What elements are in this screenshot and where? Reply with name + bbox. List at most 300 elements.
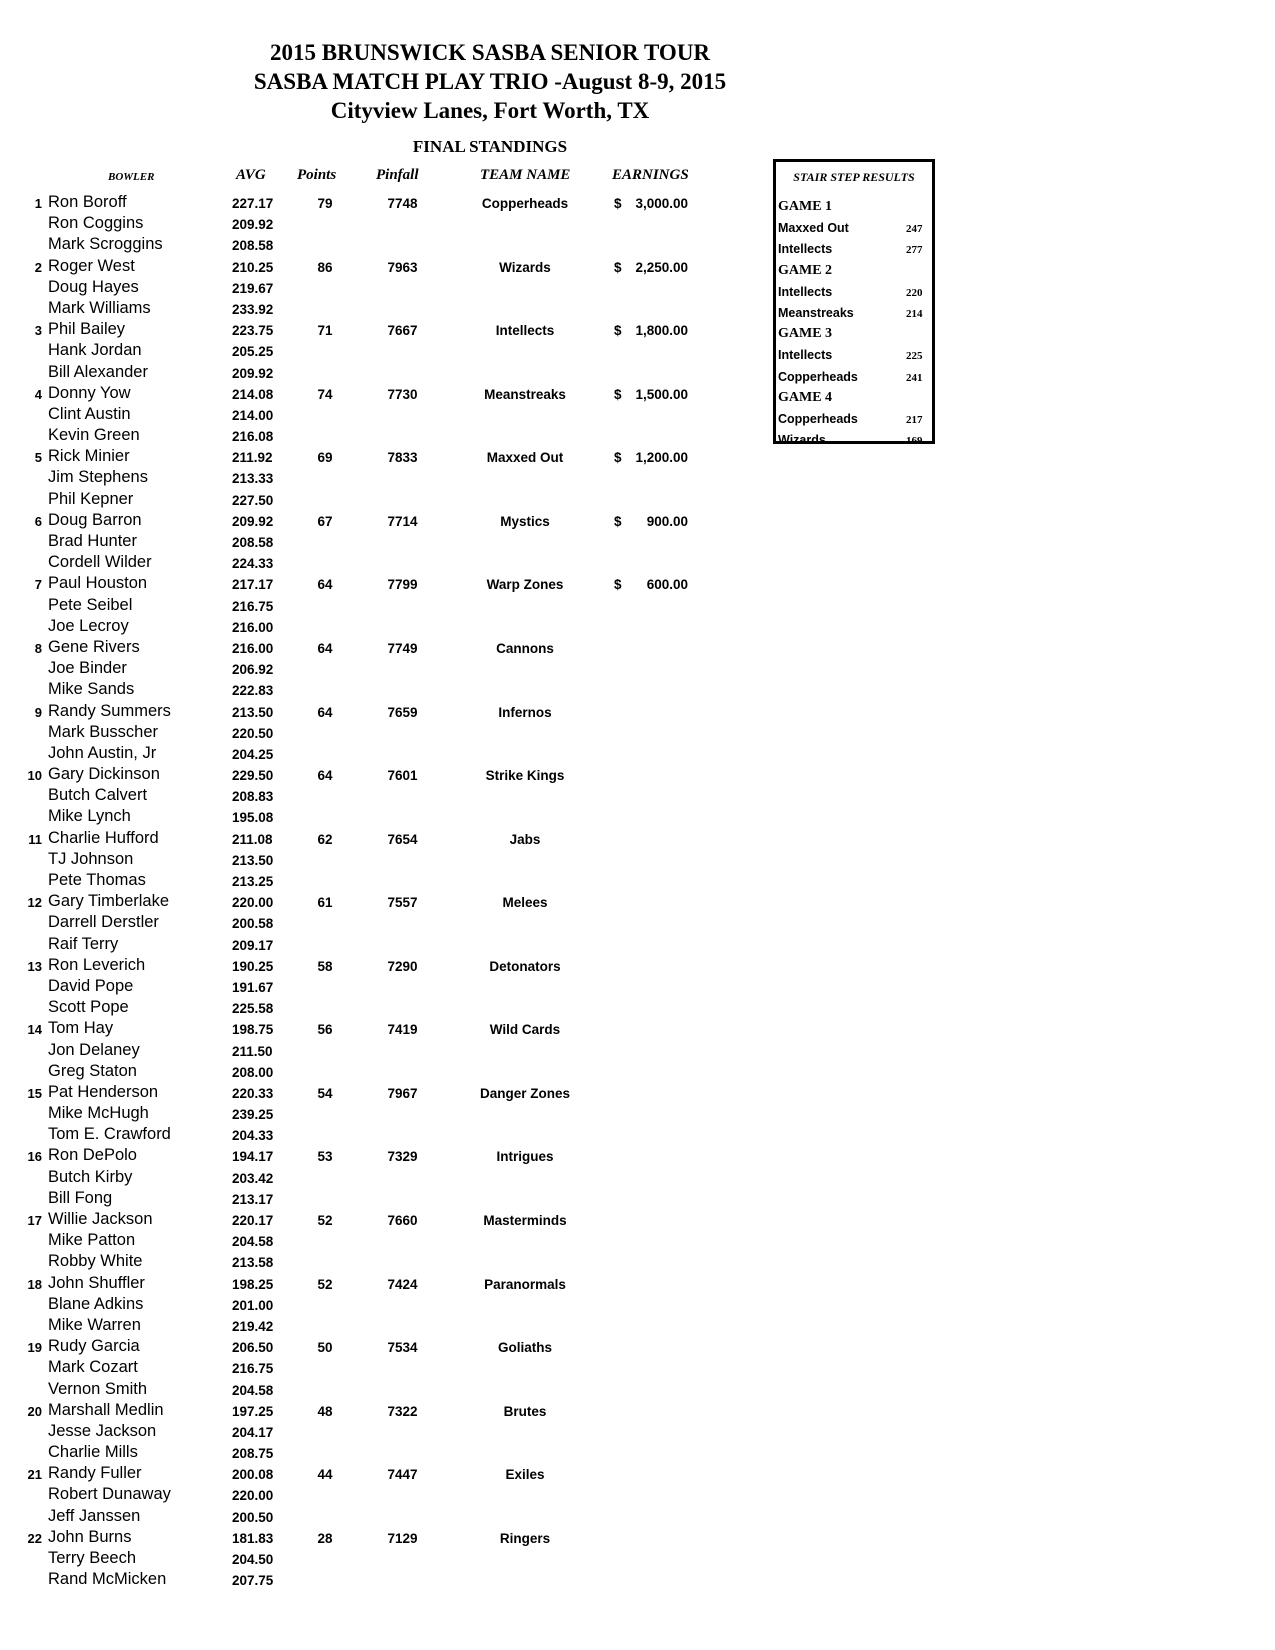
team-pinfall: 7290 — [387, 958, 418, 974]
stair-team-score: 217 — [906, 413, 923, 426]
bowler-name: Phil Kepner — [48, 489, 134, 508]
bowler-average: 211.50 — [232, 1043, 273, 1059]
bowler-average: 209.92 — [232, 217, 274, 233]
bowler-average: 214.08 — [232, 386, 274, 402]
team-rank: 20 — [27, 1403, 42, 1419]
bowler-name: Tom Hay — [48, 1019, 114, 1038]
team-rank: 1 — [34, 196, 42, 211]
team-pinfall: 7322 — [387, 1403, 418, 1419]
bowler-name: TJ Johnson — [48, 849, 134, 868]
team-rank: 9 — [34, 704, 42, 720]
bowler-average: 220.00 — [232, 1488, 274, 1504]
bowler-average: 227.50 — [232, 492, 274, 508]
bowler-average: 208.75 — [232, 1446, 274, 1462]
stair-team-name: Wizards — [778, 433, 826, 448]
team-name: Detonators — [489, 958, 561, 974]
bowler-name: Willie Jackson — [48, 1210, 153, 1228]
team-pinfall: 7714 — [387, 513, 418, 529]
bowler-average: 209.92 — [232, 513, 274, 529]
bowler-name: John Shuffler — [48, 1273, 145, 1292]
bowler-average: 220.17 — [232, 1213, 274, 1228]
table-row — [0, 193, 760, 214]
title-line-2: SASBA MATCH PLAY TRIO -August 8-9, 2015 — [253, 69, 727, 94]
table-row — [0, 1316, 760, 1337]
team-earnings: 900.00 — [646, 513, 688, 529]
bowler-average: 211.08 — [232, 831, 273, 847]
bowler-name: Robby White — [48, 1252, 143, 1271]
table-row — [0, 1062, 760, 1083]
bowler-name: Scott Pope — [48, 998, 129, 1017]
stair-result-row — [778, 217, 932, 238]
team-points: 52 — [317, 1213, 333, 1228]
stair-team-name: Intellects — [778, 348, 833, 363]
bowler-name: Charlie Hufford — [48, 828, 159, 847]
header-avg: AVG — [236, 167, 266, 183]
stair-result-row — [778, 281, 932, 302]
bowler-name: Terry Beech — [48, 1549, 137, 1567]
table-row — [0, 1019, 760, 1040]
stair-result-row — [778, 366, 932, 387]
team-pinfall: 7601 — [387, 768, 418, 784]
team-points: 67 — [317, 513, 333, 529]
team-points: 69 — [317, 450, 333, 466]
bowler-name: Mark Busscher — [48, 722, 159, 741]
team-points: 56 — [317, 1022, 333, 1038]
table-row — [0, 765, 760, 786]
bowler-average: 233.92 — [232, 301, 274, 317]
table-row — [0, 680, 760, 701]
bowler-name: Phil Bailey — [48, 320, 126, 339]
bowler-average: 213.50 — [232, 704, 274, 720]
bowler-name: Pete Seibel — [48, 595, 133, 614]
header-pinfall: Pinfall — [376, 167, 419, 183]
bowler-name: Randy Summers — [48, 701, 171, 720]
stair-game-row — [778, 260, 932, 281]
bowler-average: 210.25 — [232, 259, 274, 275]
bowler-name: Rudy Garcia — [48, 1337, 140, 1356]
bowler-name: Pat Henderson — [48, 1082, 159, 1101]
bowler-average: 213.50 — [232, 852, 274, 868]
team-pinfall: 7129 — [387, 1530, 418, 1546]
bowler-name: Bill Alexander — [48, 362, 148, 381]
bowler-average: 197.25 — [232, 1403, 274, 1419]
table-row — [0, 1104, 760, 1125]
table-row — [0, 1464, 760, 1485]
bowler-name: Paul Houston — [48, 574, 148, 593]
bowler-name: Hank Jordan — [48, 341, 142, 360]
team-rank: 7 — [34, 577, 42, 593]
table-row — [0, 850, 760, 871]
bowler-average: 206.92 — [232, 662, 274, 678]
bowler-name: Mike Lynch — [48, 807, 131, 826]
bowler-name: Gene Rivers — [48, 637, 140, 656]
header-earnings: EARNINGS — [612, 167, 689, 183]
table-row — [0, 935, 760, 956]
table-row — [0, 1401, 760, 1422]
table-row — [0, 299, 760, 320]
bowler-average: 213.58 — [232, 1255, 274, 1271]
table-row — [0, 871, 760, 892]
table-row — [0, 1443, 760, 1464]
stair-game-row — [778, 387, 932, 408]
bowler-name: Mark Scroggins — [48, 235, 163, 254]
team-rank: 15 — [27, 1085, 42, 1101]
title-line-3: Cityview Lanes, Fort Worth, TX — [330, 98, 650, 123]
bowler-average: 198.75 — [232, 1022, 274, 1038]
team-earnings: 2,250.00 — [635, 259, 688, 275]
team-name: Jabs — [509, 831, 541, 847]
bowler-name: Randy Fuller — [48, 1464, 142, 1483]
table-row — [0, 596, 760, 617]
table-row — [0, 956, 760, 977]
bowler-name: Blane Adkins — [48, 1294, 144, 1313]
team-rank: 2 — [34, 259, 42, 275]
team-points: 28 — [317, 1530, 333, 1546]
earnings-currency: $ — [614, 513, 622, 529]
bowler-name: David Pope — [48, 976, 134, 995]
bowler-average: 219.67 — [232, 280, 274, 296]
team-pinfall: 7447 — [387, 1467, 418, 1483]
bowler-average: 208.58 — [232, 535, 274, 550]
final-standings-heading: FINAL STANDINGS — [412, 137, 568, 156]
stair-game-label: GAME 1 — [778, 199, 833, 214]
bowler-average: 213.25 — [232, 874, 274, 889]
bowler-name: Clint Austin — [48, 404, 131, 423]
team-pinfall: 7748 — [387, 196, 418, 211]
bowler-average: 216.75 — [232, 1361, 274, 1377]
bowler-average: 223.75 — [232, 323, 274, 339]
bowler-name: Kevin Green — [48, 426, 140, 445]
stair-team-score: 277 — [906, 244, 923, 257]
bowler-name: Darrell Derstler — [48, 913, 159, 932]
table-row — [0, 659, 760, 680]
bowler-average: 224.33 — [232, 556, 274, 572]
stair-team-score: 169 — [906, 435, 923, 448]
bowler-average: 214.00 — [232, 407, 274, 423]
team-name: Exiles — [505, 1467, 545, 1483]
bowler-name: Marshall Medlin — [48, 1400, 164, 1419]
team-rank: 6 — [34, 513, 42, 529]
bowler-name: Butch Kirby — [48, 1167, 133, 1186]
table-row — [0, 1083, 760, 1104]
bowler-name: John Austin, Jr — [48, 743, 157, 762]
team-name: Masterminds — [483, 1213, 567, 1228]
bowler-name: Donny Yow — [48, 383, 131, 402]
stair-step-results-box — [773, 159, 935, 448]
bowler-name: Jeff Janssen — [48, 1506, 141, 1525]
team-rank: 19 — [27, 1340, 42, 1356]
stair-team-name: Copperheads — [778, 411, 858, 426]
team-rank: 14 — [27, 1022, 42, 1038]
team-name: Brutes — [503, 1403, 547, 1419]
table-row — [0, 1358, 760, 1379]
team-rank: 12 — [27, 895, 42, 911]
table-row — [0, 468, 760, 489]
table-row — [0, 1337, 760, 1358]
bowler-name: Jim Stephens — [48, 468, 148, 487]
bowler-average: 220.00 — [232, 895, 274, 911]
bowler-name: Bill Fong — [48, 1188, 113, 1207]
table-row — [0, 1168, 760, 1189]
bowler-name: Ron Leverich — [48, 955, 146, 974]
team-points: 50 — [317, 1340, 333, 1356]
team-pinfall: 7749 — [387, 640, 418, 656]
table-row — [0, 913, 760, 934]
team-rank: 4 — [34, 386, 42, 402]
bowler-name: Ron Boroff — [48, 193, 127, 211]
bowler-average: 229.50 — [232, 768, 274, 784]
bowler-name: Vernon Smith — [48, 1379, 148, 1398]
stair-result-row — [778, 408, 932, 429]
team-rank: 21 — [27, 1467, 42, 1483]
earnings-currency: $ — [614, 577, 622, 593]
stair-result-row — [778, 429, 932, 450]
bowler-name: Mark Cozart — [48, 1358, 138, 1377]
table-row — [0, 638, 760, 659]
table-row — [0, 532, 760, 553]
table-row — [0, 1189, 760, 1210]
bowler-average: 203.42 — [232, 1170, 274, 1186]
bowler-name: Pete Thomas — [48, 871, 146, 889]
stair-team-name: Maxxed Out — [778, 221, 849, 236]
bowler-name: Mark Williams — [48, 298, 151, 317]
team-points: 54 — [317, 1085, 333, 1101]
bowler-average: 204.58 — [232, 1234, 274, 1250]
standings-table — [0, 193, 760, 1591]
table-row — [0, 1146, 760, 1167]
bowler-average: 213.17 — [232, 1191, 274, 1207]
team-rank: 17 — [27, 1213, 42, 1228]
team-name: Intrigues — [496, 1149, 554, 1165]
bowler-average: 239.25 — [232, 1107, 274, 1123]
bowler-name: Jon Delaney — [48, 1040, 140, 1059]
team-name: Copperheads — [481, 196, 569, 211]
table-row — [0, 617, 760, 638]
bowler-name: Cordell Wilder — [48, 553, 152, 572]
table-row — [0, 1274, 760, 1295]
bowler-average: 208.00 — [232, 1064, 274, 1080]
bowler-average: 204.17 — [232, 1424, 274, 1440]
title-line-1: 2015 BRUNSWICK SASBA SENIOR TOUR — [269, 40, 711, 65]
team-earnings: 1,500.00 — [635, 386, 688, 402]
team-name: Warp Zones — [486, 577, 564, 593]
team-points: 86 — [317, 259, 333, 275]
table-row — [0, 1380, 760, 1401]
bowler-name: Jesse Jackson — [48, 1421, 157, 1440]
team-rank: 10 — [27, 768, 42, 784]
bowler-name: Mike McHugh — [48, 1104, 149, 1123]
team-points: 64 — [317, 704, 333, 720]
table-row — [0, 1507, 760, 1528]
bowler-average: 220.50 — [232, 725, 274, 741]
team-points: 44 — [317, 1467, 333, 1483]
team-name: Goliaths — [497, 1340, 552, 1356]
stair-team-name: Copperheads — [778, 369, 858, 384]
header-points: Points — [297, 167, 337, 183]
table-row — [0, 998, 760, 1019]
stair-team-score: 241 — [906, 371, 923, 384]
bowler-name: Mike Sands — [48, 680, 135, 699]
team-pinfall: 7799 — [387, 577, 418, 593]
bowler-name: Ron DePolo — [48, 1146, 137, 1165]
bowler-name: Roger West — [48, 256, 135, 275]
bowler-average: 222.83 — [232, 683, 274, 699]
stair-team-name: Meanstreaks — [778, 305, 854, 320]
team-pinfall: 7730 — [387, 386, 418, 402]
bowler-average: 216.75 — [232, 598, 274, 614]
bowler-name: Ron Coggins — [48, 214, 144, 233]
table-row — [0, 829, 760, 850]
bowler-average: 227.17 — [232, 196, 274, 211]
team-name: Melees — [502, 895, 548, 911]
team-name: Danger Zones — [479, 1085, 571, 1101]
team-earnings: 1,800.00 — [635, 323, 688, 339]
table-row — [0, 786, 760, 807]
table-row — [0, 341, 760, 362]
team-rank: 22 — [27, 1530, 42, 1546]
team-earnings: 600.00 — [646, 577, 688, 593]
team-name: Ringers — [499, 1530, 551, 1546]
team-earnings: 3,000.00 — [635, 196, 688, 211]
bowler-average: 190.25 — [232, 958, 274, 974]
bowler-average: 216.00 — [232, 619, 274, 635]
team-points: 48 — [317, 1403, 333, 1419]
bowler-name: Tom E. Crawford — [48, 1125, 171, 1144]
bowler-name: Mike Warren — [48, 1315, 141, 1334]
table-row — [0, 363, 760, 384]
header-bowler: BOWLER — [108, 171, 155, 183]
bowler-average: 191.67 — [232, 979, 274, 995]
table-row — [0, 320, 760, 341]
team-rank: 5 — [34, 450, 42, 466]
earnings-currency: $ — [614, 259, 622, 275]
stair-game-label: GAME 2 — [778, 262, 833, 278]
stair-team-score: 225 — [906, 350, 923, 363]
team-name: Mystics — [500, 513, 550, 529]
earnings-currency: $ — [614, 386, 622, 402]
table-row — [0, 723, 760, 744]
table-row — [0, 235, 760, 256]
table-row — [0, 426, 760, 447]
bowler-average: 205.25 — [232, 344, 274, 360]
team-rank: 3 — [34, 323, 42, 339]
bowler-name: Raif Terry — [48, 934, 119, 953]
table-row — [0, 977, 760, 998]
team-points: 79 — [317, 196, 333, 211]
bowler-average: 194.17 — [232, 1149, 274, 1165]
earnings-currency: $ — [614, 323, 622, 339]
team-points: 52 — [317, 1276, 333, 1292]
table-row — [0, 702, 760, 723]
table-row — [0, 1041, 760, 1062]
bowler-average: 220.33 — [232, 1085, 274, 1101]
table-row — [0, 1422, 760, 1443]
team-pinfall: 7557 — [387, 895, 418, 911]
team-pinfall: 7419 — [387, 1022, 418, 1038]
stair-game-label: GAME 4 — [778, 389, 833, 405]
table-row — [0, 892, 760, 913]
earnings-currency: $ — [614, 450, 622, 466]
bowler-average: 198.25 — [232, 1276, 274, 1292]
team-points: 64 — [317, 577, 333, 593]
team-name: Meanstreaks — [484, 386, 566, 402]
table-row — [0, 1125, 760, 1146]
table-row — [0, 278, 760, 299]
stair-result-row — [778, 302, 932, 323]
table-row — [0, 1549, 760, 1570]
stair-team-name: Intellects — [778, 242, 833, 257]
team-pinfall: 7534 — [387, 1340, 418, 1356]
table-row — [0, 447, 760, 468]
team-pinfall: 7833 — [387, 450, 418, 466]
table-row — [0, 574, 760, 595]
bowler-average: 208.83 — [232, 789, 274, 805]
stair-game-row — [778, 196, 932, 217]
bowler-average: 204.50 — [232, 1552, 274, 1567]
stair-team-name: Intellects — [778, 284, 833, 299]
bowler-average: 211.92 — [232, 450, 273, 466]
header-team-name: TEAM NAME — [480, 167, 571, 183]
bowler-average: 209.92 — [232, 365, 274, 381]
bowler-average: 225.58 — [232, 1001, 274, 1017]
team-name: Cannons — [496, 640, 554, 656]
team-name: Paranormals — [484, 1276, 566, 1292]
team-points: 64 — [317, 640, 333, 656]
team-pinfall: 7667 — [387, 323, 418, 339]
bowler-average: 208.58 — [232, 238, 274, 254]
bowler-average: 204.58 — [232, 1382, 274, 1398]
bowler-average: 206.50 — [232, 1340, 274, 1356]
table-row — [0, 1570, 760, 1591]
bowler-average: 181.83 — [232, 1530, 274, 1546]
team-points: 71 — [317, 323, 333, 339]
team-points: 62 — [317, 831, 333, 847]
bowler-name: Butch Calvert — [48, 786, 148, 805]
bowler-name: Joe Lecroy — [48, 616, 129, 635]
bowler-average: 200.58 — [232, 916, 274, 932]
team-points: 64 — [317, 768, 333, 784]
table-row — [0, 807, 760, 828]
table-row — [0, 405, 760, 426]
table-row — [0, 1231, 760, 1252]
document-title — [130, 38, 850, 125]
table-row — [0, 214, 760, 235]
bowler-name: Robert Dunaway — [48, 1485, 171, 1504]
stair-step-title: STAIR STEP RESULTS — [793, 170, 915, 184]
table-row — [0, 1528, 760, 1549]
bowler-average: 219.42 — [232, 1318, 274, 1334]
bowler-average: 204.25 — [232, 746, 274, 762]
team-pinfall: 7329 — [387, 1149, 418, 1165]
team-rank: 18 — [27, 1276, 42, 1292]
bowler-average: 216.08 — [232, 429, 274, 445]
bowler-average: 216.00 — [232, 640, 274, 656]
bowler-name: Doug Hayes — [48, 277, 139, 296]
team-rank: 8 — [34, 640, 42, 656]
team-name: Infernos — [498, 704, 552, 720]
team-name: Strike Kings — [485, 768, 565, 784]
stair-step-list — [778, 196, 932, 450]
bowler-name: Gary Timberlake — [48, 892, 170, 911]
team-name: Intellects — [495, 323, 555, 339]
bowler-average: 209.17 — [232, 937, 274, 953]
earnings-currency: $ — [614, 196, 622, 211]
team-name: Maxxed Out — [486, 450, 564, 466]
stair-game-row — [778, 323, 932, 344]
team-points: 53 — [317, 1149, 333, 1165]
stair-game-label: GAME 3 — [778, 326, 833, 342]
table-row — [0, 511, 760, 532]
